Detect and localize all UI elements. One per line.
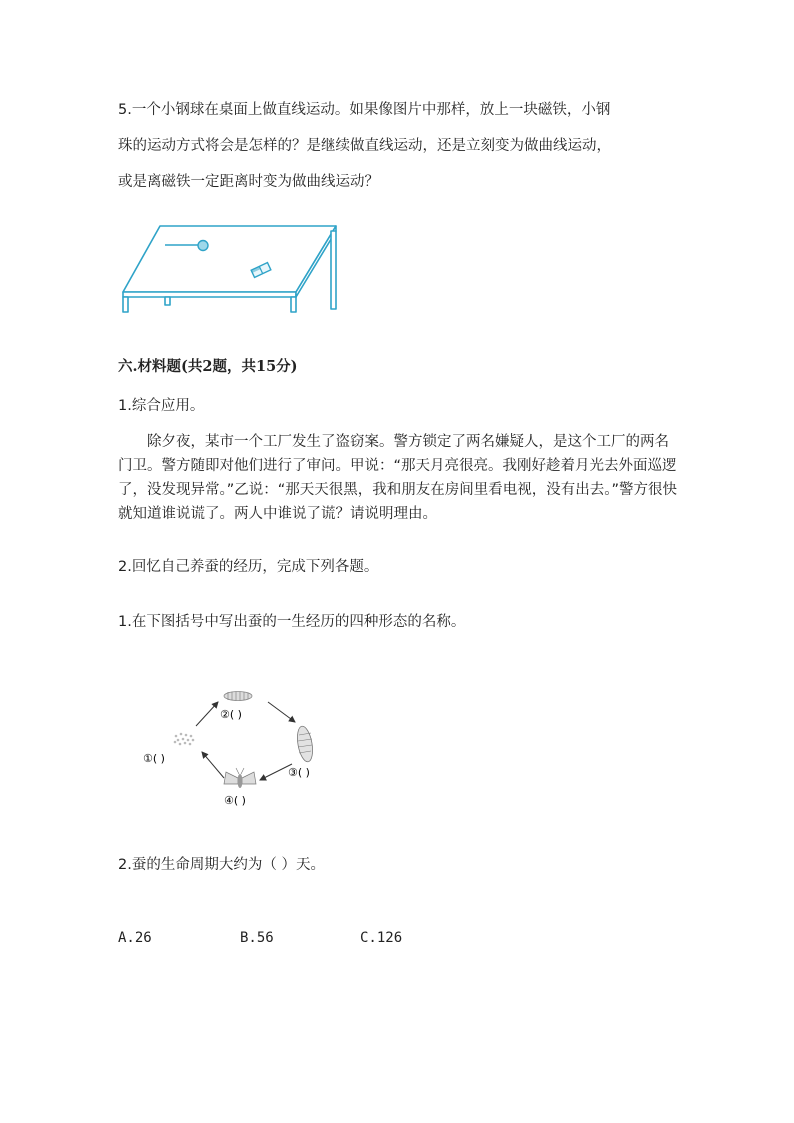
arrow-egg-to-larva [196, 702, 218, 726]
label-stage-4: ④( ) [224, 794, 246, 807]
arrow-moth-to-egg [202, 752, 224, 778]
option-b[interactable]: B.56 [240, 930, 274, 946]
moth-stage-icon [224, 768, 256, 788]
table-leg-back-right [331, 231, 336, 309]
egg-stage-icon [174, 733, 195, 746]
question-2-title: 2.回忆自己养蚕的经历，完成下列各题。 [118, 559, 379, 575]
question-5-line-2: 珠的运动方式将会是怎样的？是继续做直线运动，还是立刻变为做曲线运动， [118, 138, 611, 154]
larva-stage-icon [224, 692, 252, 701]
section-heading: 六.材料题(共2题，共15分) [118, 358, 298, 375]
label-stage-2: ②( ) [220, 708, 242, 721]
silkworm-life-cycle-diagram [140, 680, 360, 815]
pupa-stage-icon [295, 725, 315, 763]
sub-question-2: 2.蚕的生命周期大约为（ ）天。 [118, 857, 325, 873]
question-1-passage: 除夕夜，某市一个工厂发生了盗窃案。警方锁定了两名嫌疑人，是这个工厂的两名门卫。警方随即对他们进行了审问。甲说：“那天月亮很亮。我刚好趁着月光去外面巡逻了，没发现异常。”乙说：“那天天很黑，我和朋友在房间里看电视，没有出去。”警方很快就知道谁说谎了。两人中谁说了谎？请说明理由。 [118, 434, 678, 522]
label-stage-3: ③( ) [288, 766, 310, 779]
question-5-line-1: 5.一个小钢球在桌面上做直线运动。如果像图片中那样，放上一块磁铁，小钢 [118, 102, 611, 118]
steel-ball [198, 241, 208, 251]
option-c[interactable]: C.126 [360, 930, 403, 946]
question-5-line-3: 或是离磁铁一定距离时变为做曲线运动？ [118, 174, 379, 190]
question-1-title: 1.综合应用。 [118, 398, 205, 414]
table-ball-magnet-diagram [118, 220, 343, 315]
option-a[interactable]: A.26 [118, 930, 152, 946]
label-stage-1: ①( ) [143, 752, 165, 765]
table-leg-front-right [291, 297, 296, 312]
table-leg-front-left [123, 297, 128, 312]
sub-question-1: 1.在下图括号中写出蚕的一生经历的四种形态的名称。 [118, 614, 466, 630]
table-leg-back-left [165, 297, 170, 305]
table-front-edge [123, 292, 296, 297]
arrow-larva-to-pupa [268, 702, 295, 722]
